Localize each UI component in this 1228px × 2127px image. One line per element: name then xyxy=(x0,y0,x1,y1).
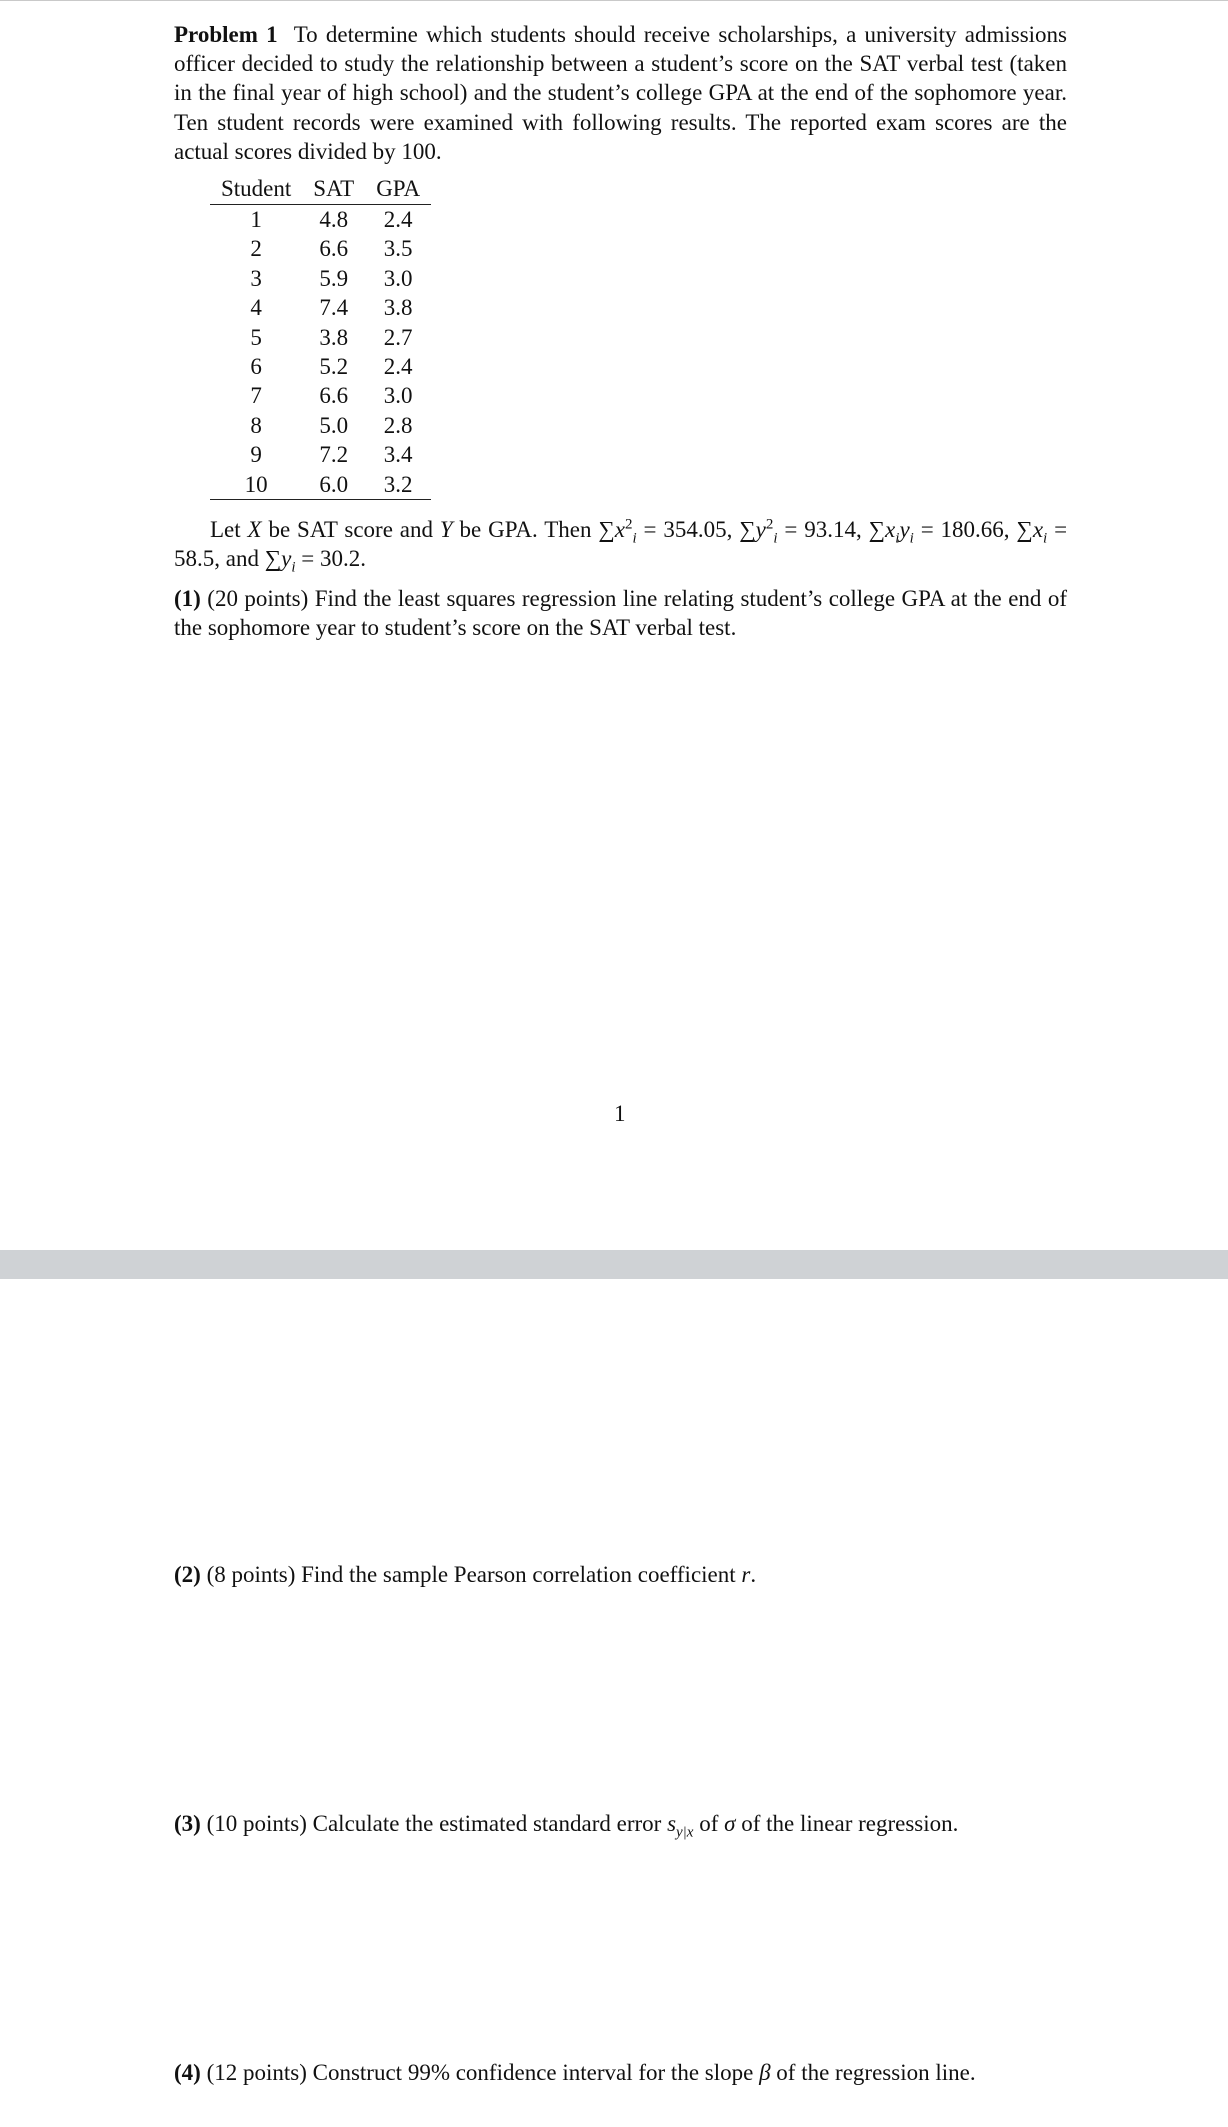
given-text: be GPA. Then xyxy=(459,517,592,542)
cell-sat: 6.6 xyxy=(319,236,349,262)
question-3 xyxy=(174,1809,1067,1841)
question-number: (4) xyxy=(174,2060,201,2085)
cell-sat: 5.0 xyxy=(319,412,349,438)
var-x: X xyxy=(247,517,262,542)
table-header-row xyxy=(210,175,431,205)
question-text: of the linear regression. xyxy=(741,1811,959,1836)
sum-x-value: 58.5 xyxy=(174,546,215,572)
cell-gpa: 2.4 xyxy=(383,207,413,232)
page-number: 1 xyxy=(614,1101,626,1126)
sum-y: $\sum y_i = 30.2$. xyxy=(264,546,366,576)
table-row xyxy=(210,264,431,293)
table-row xyxy=(210,440,431,469)
sum-xy-value: 180.66 xyxy=(940,517,1004,542)
cell-student: 7 xyxy=(250,383,262,409)
cell-gpa: 2.4 xyxy=(383,354,413,380)
var-s xyxy=(667,1811,694,1841)
top-border xyxy=(0,0,1228,1)
cell-student: 1 xyxy=(250,207,262,232)
cell-student: 3 xyxy=(250,265,262,291)
cell-gpa: 3.5 xyxy=(383,236,413,262)
cell-student: 5 xyxy=(250,324,262,350)
cell-gpa: 3.0 xyxy=(383,265,413,291)
question-4 xyxy=(174,2058,1067,2087)
var-y: Y xyxy=(439,517,453,542)
question-1 xyxy=(174,584,1067,642)
sum-x: $\sum x_i = 58.5$, xyxy=(174,517,1068,572)
problem-label: Problem 1 xyxy=(174,22,278,47)
var-r: r xyxy=(741,1562,751,1587)
question-text: (8 points) Find the sample Pearson correlation coefficient xyxy=(206,1562,736,1587)
table-row xyxy=(210,323,431,352)
given-text: and xyxy=(225,546,259,572)
question-text: of the regression line. xyxy=(776,2060,976,2085)
given-sums xyxy=(174,515,1068,576)
question-text: (12 points) Construct 99% confidence interval for the slope xyxy=(206,2060,754,2085)
table-row xyxy=(210,205,431,235)
cell-student: 4 xyxy=(250,295,262,321)
cell-student: 8 xyxy=(250,412,262,438)
cell-gpa: 3.0 xyxy=(383,383,413,409)
question-text: (10 points) Calculate the estimated standard error xyxy=(206,1811,662,1836)
cell-sat: 5.2 xyxy=(319,354,349,380)
cell-student: 9 xyxy=(250,442,262,468)
cell-sat: 5.9 xyxy=(319,265,349,291)
col-header-sat: SAT xyxy=(302,175,365,205)
var-sigma: σ xyxy=(724,1811,736,1836)
cell-gpa: 2.8 xyxy=(383,412,413,438)
problem-intro xyxy=(174,20,1067,166)
col-header-gpa: GPA xyxy=(365,175,431,205)
question-number: (1) xyxy=(174,586,201,611)
cell-student: 6 xyxy=(250,354,262,380)
table-row xyxy=(210,411,431,440)
var-beta: β xyxy=(759,2060,771,2085)
cell-gpa: 3.4 xyxy=(383,442,413,468)
question-text: of xyxy=(699,1811,719,1836)
question-number: (3) xyxy=(174,1811,201,1836)
cell-sat: 3.8 xyxy=(319,324,349,350)
given-text: be SAT score and xyxy=(268,517,433,542)
table-row xyxy=(210,293,431,322)
question-text: (20 points) Find the least squares regression line relating student’s college GPA at the end of the sophomore year to student’s score on the SAT verbal test. xyxy=(174,586,1068,641)
cell-gpa: 2.7 xyxy=(383,324,413,350)
cell-student: 2 xyxy=(250,236,262,262)
cell-gpa: 3.2 xyxy=(365,470,431,500)
sum-x2: $\sum x^2_i = 354.05$, xyxy=(598,516,733,547)
sum-xy: $\sum x_iy_i = 180.66$, xyxy=(868,517,1010,547)
var-s-letter: s xyxy=(667,1811,677,1836)
cell-sat: 7.4 xyxy=(319,295,349,321)
page-separator xyxy=(0,1250,1228,1279)
sum-y2: $\sum y^2_i = 93.14$, xyxy=(739,516,862,547)
table-row xyxy=(210,352,431,381)
sum-y-value: 30.2 xyxy=(320,546,361,572)
table-row xyxy=(210,234,431,263)
question-number: (2) xyxy=(174,1562,201,1587)
given-text: Let xyxy=(210,517,241,542)
var-s-subscript: y|x xyxy=(676,1824,694,1841)
table-row xyxy=(210,470,431,500)
sat-gpa-table xyxy=(210,175,431,500)
question-2: (2) (8 points) Find the sample Pearson correlation coefficient r. xyxy=(174,1562,757,1587)
sum-x2-value: 354.05 xyxy=(663,517,727,542)
cell-student: 10 xyxy=(210,470,302,500)
cell-sat: 4.8 xyxy=(319,207,349,232)
cell-gpa: 3.8 xyxy=(383,295,413,321)
cell-sat: 6.0 xyxy=(302,470,365,500)
problem-intro-text: To determine which students should receive scholarships, a university admissions officer decided to study the relationship between a student’s score on the SAT verbal test (taken in the final year of high school) and the student’s college GPA at the end of the sophomore year. Ten student records were examined with following results. The reported exam scores are the actual scores divided by 100. xyxy=(174,22,1067,164)
cell-sat: 7.2 xyxy=(319,442,349,468)
cell-sat: 6.6 xyxy=(319,383,349,409)
table-row xyxy=(210,381,431,410)
col-header-student: Student xyxy=(210,175,302,205)
sum-y2-value: 93.14 xyxy=(804,517,857,542)
